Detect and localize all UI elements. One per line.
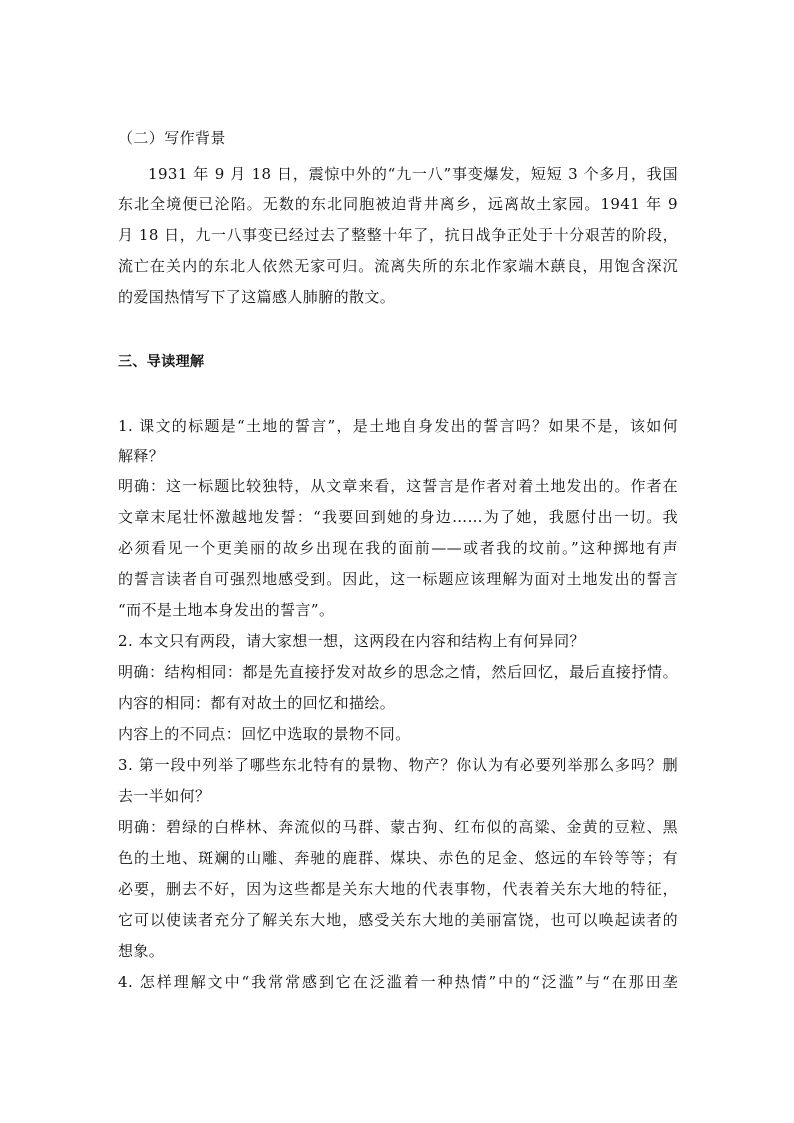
- question-1-line: 1. 课文的标题是“土地的誓言”，是土地自身发出的誓言吗？如果不是，该如何: [118, 417, 678, 435]
- answer-1-line: 明确：这一标题比较独特，从文章来看，这誓言是作者对着土地发出的。作者在: [118, 477, 678, 495]
- question-3-line: 去一半如何？: [118, 787, 211, 805]
- question-1-line: 解释？: [118, 447, 165, 465]
- paragraph-line: 的爱国热情写下了这篇感人肺腑的散文。: [118, 288, 396, 306]
- question-2-line: 2. 本文只有两段，请大家想一想，这两段在内容和结构上有何异同？: [118, 632, 585, 650]
- answer-2-line: 明确：结构相同：都是先直接抒发对故乡的思念之情，然后回忆，最后直接抒情。: [118, 663, 678, 681]
- answer-3-line: 色的土地、斑斓的山雕、奔驰的鹿群、煤块、赤色的足金、悠远的车铃等等；有: [118, 849, 678, 867]
- answer-2-line: 内容的相同：都有对故土的回忆和描绘。: [118, 694, 396, 712]
- question-4-line: 4. 怎样理解文中“我常常感到它在泛滥着一种热情”中的“泛滥”与“在那田垄: [118, 973, 678, 991]
- section-heading-reading: 三、导读理解: [118, 354, 205, 370]
- paragraph-line: 流亡在关内的东北人依然无家可归。流离失所的东北作家端木蕻良，用饱含深沉: [118, 257, 678, 275]
- question-3-line: 3. 第一段中列举了哪些东北特有的景物、物产？你认为有必要列举那么多吗？删: [118, 756, 678, 774]
- paragraph-line: 东北全境便已沦陷。无数的东北同胞被迫背井离乡，远离故土家园。1941 年 9: [118, 195, 678, 213]
- paragraph-line: 1931 年 9 月 18 日，震惊中外的“九一八”事变爆发，短短 3 个多月，我国: [148, 165, 678, 183]
- section-heading-writing-background: （二）写作背景: [118, 129, 226, 147]
- answer-1-line: “而不是土地本身发出的誓言”。: [118, 601, 335, 619]
- answer-2-line: 内容上的不同点：回忆中选取的景物不同。: [118, 725, 411, 743]
- answer-3-line: 明确：碧绿的白桦林、奔流似的马群、蒙古狗、红布似的高粱、金黄的豆粒、黑: [118, 818, 678, 836]
- answer-3-line: 它可以使读者充分了解关东大地，感受关东大地的美丽富饶，也可以唤起读者的: [118, 911, 678, 929]
- answer-3-line: 想象。: [118, 942, 165, 960]
- answer-1-line: 文章末尾壮怀激越地发誓：“我要回到她的身边……为了她，我愿付出一切。我: [118, 508, 678, 526]
- answer-1-line: 必须看见一个更美丽的故乡出现在我的面前——或者我的坟前。”这种掷地有声: [118, 539, 678, 557]
- answer-1-line: 的誓言读者自可强烈地感受到。因此，这一标题应该理解为面对土地发出的誓言: [118, 570, 678, 588]
- answer-3-line: 必要，删去不好，因为这些都是关东大地的代表事物，代表着关东大地的特征，: [118, 880, 678, 898]
- paragraph-line: 月 18 日，九一八事变已经过去了整整十年了，抗日战争正处于十分艰苦的阶段，: [118, 226, 678, 244]
